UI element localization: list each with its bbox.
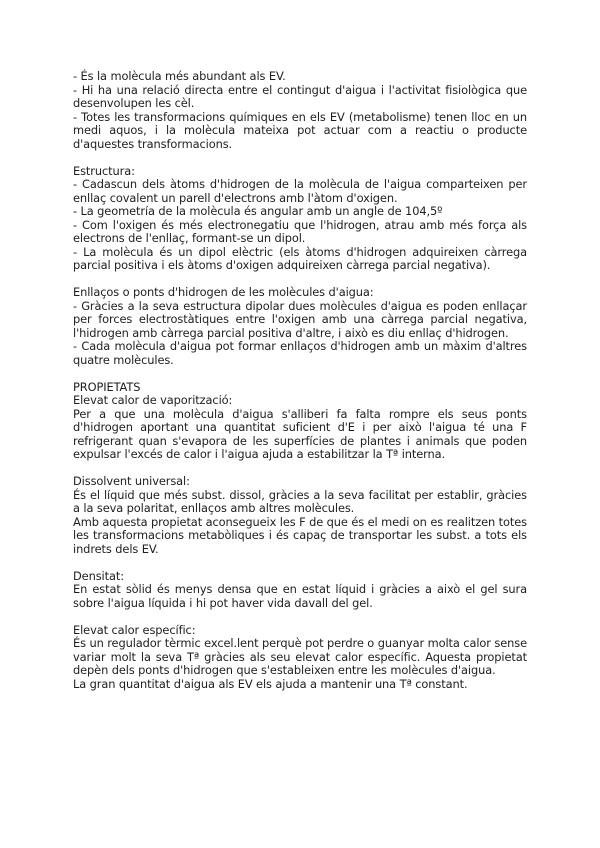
dissolvent-section: [73, 475, 527, 556]
vaporitzacio-section: [73, 381, 527, 462]
document-page: [73, 70, 527, 705]
estructura-line: - La molècula és un dipol elèctric (els àtoms d'hidrogen adquireixen càrrega parcial positiva i els àtoms d'oxigen adquireixen càrrega parcial negativa).: [73, 244, 527, 272]
estructura-section: [73, 165, 527, 273]
intro-line: - Totes les transformacions químiques en els EV (metabolisme) tenen lloc en un medi aquos, i la molècula mateixa pot actuar com a reactiu o producte d'aquestes transformacions.: [73, 109, 527, 151]
intro-section: [73, 70, 527, 151]
dissolvent-heading: Dissolvent universal:: [73, 474, 190, 488]
enllacos-heading: Enllaços o ponts d'hidrogen de les molècules d'aigua:: [73, 285, 374, 299]
enllacos-line: - Cada molècula d'aigua pot formar enllaços d'hidrogen amb un màxim d'altres quatre molècules.: [73, 339, 527, 367]
vaporitzacio-heading: Elevat calor de vaporització:: [73, 393, 233, 407]
dissolvent-line: Amb aquesta propietat aconsegueix les F de que és el medi on es realitzen totes les transformacions metabòliques i és capaç de transportar les subst. a tots els indrets dels EV.: [73, 514, 527, 556]
densitat-section: [73, 570, 527, 611]
densitat-line: En estat sòlid és menys densa que en estat líquid i gràcies a això el gel sura sobre l'aigua líquida i hi pot haver vida davall del gel.: [73, 582, 527, 610]
estructura-line: - Cadascun dels àtoms d'hidrogen de la molècula de l'aigua comparteixen per enllaç covalent un parell d'electrons amb l'àtom d'oxigen.: [73, 177, 527, 205]
especific-section: [73, 624, 527, 692]
enllacos-section: [73, 286, 527, 367]
enllacos-line: - Gràcies a la seva estructura dipolar dues molècules d'aigua es poden enllaçar per forces electrostàtiques entre l'oxigen amb una càrrega parcial negativa, l'hidrogen amb càrrega parcial positiva d'altre, i això es diu enllaç d'hidrogen.: [73, 298, 527, 340]
densitat-heading: Densitat:: [73, 568, 124, 583]
estructura-heading: Estructura:: [73, 163, 135, 178]
dissolvent-line: És el líquid que més subst. dissol, gràcies a la seva facilitat per establir, gràcies a la seva polaritat, enllaços amb altres molècules.: [73, 487, 527, 515]
estructura-line: - Com l'oxigen és més electronegatiu que l'hidrogen, atrau amb més força als electrons de l'enllaç, formant-se un dipol.: [73, 217, 527, 245]
intro-line: - Hi ha una relació directa entre el contingut d'aigua i l'activitat fisiològica que desenvolupen les cèl.: [73, 82, 527, 110]
especific-line: La gran quantitat d'aigua als EV els ajuda a mantenir una Tª constant.: [73, 676, 468, 691]
propietats-title: PROPIETATS: [73, 379, 141, 394]
especific-heading: Elevat calor específic:: [73, 622, 196, 637]
intro-line: - És la molècula més abundant als EV.: [73, 69, 286, 83]
vaporitzacio-line: Per a que una molècula d'aigua s'alliberi fa falta rompre els seus ponts d'hidrogen aportant una quantitat suficient d'E i per això l'aigua té una F refrigerant quan s'evapora de les superfícies de plantes i animals que poden expulsar l'excés de calor i l'aigua ajuda a estabilitzar la Tª interna.: [73, 406, 527, 461]
especific-line: És un regulador tèrmic excel.lent perquè pot perdre o guanyar molta calor sense variar molt la seva Tª gràcies als seu elevat calor específic. Aquesta propietat depèn dels ponts d'hidrogen que s'estableixen entre les molècules d'aigua.: [73, 636, 527, 677]
estructura-line: - La geometría de la molècula és angular amb un angle de 104,5º: [73, 204, 443, 218]
